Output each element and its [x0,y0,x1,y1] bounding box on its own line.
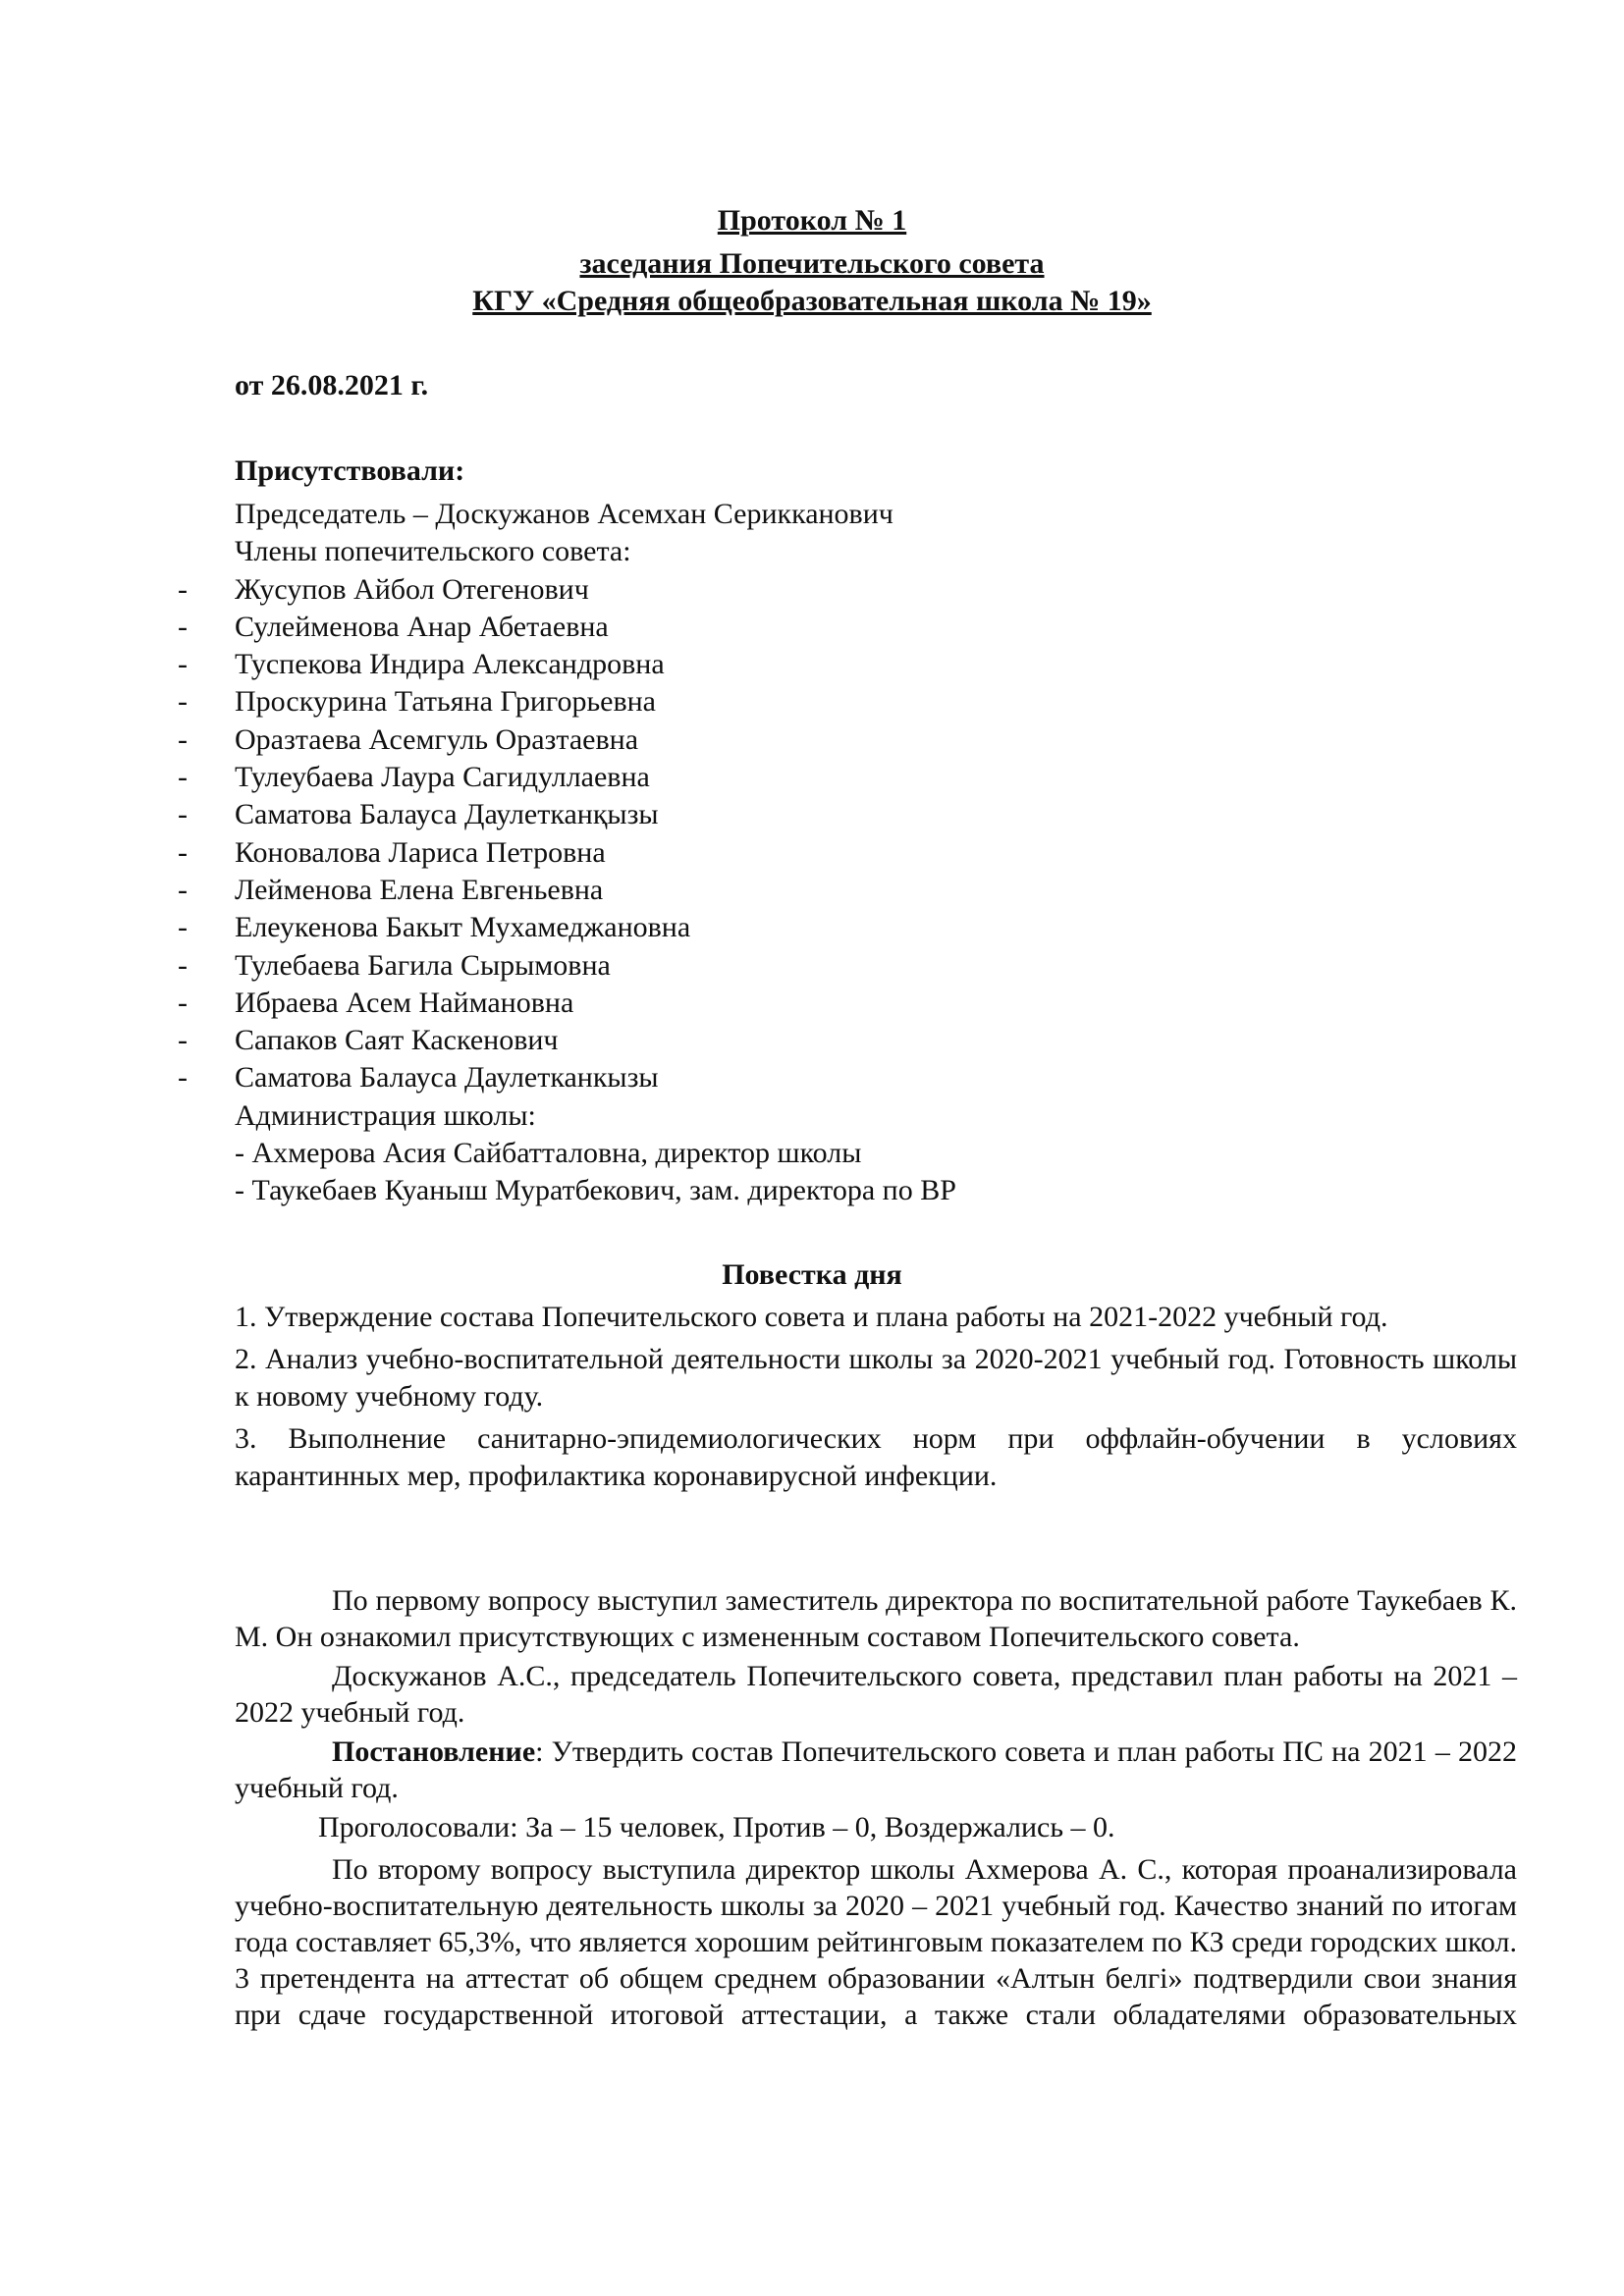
meeting-subtitle: заседания Попечительского совета [579,247,1045,280]
member-name: Елеукенова Бакыт Мухамеджановна [235,911,691,944]
list-dash: - [178,948,188,982]
member-item [178,985,1511,1022]
attendance-heading: Присутствовали: [235,454,465,487]
member-name: Ибраева Асем Наймановна [235,986,574,1019]
member-item [178,759,1511,796]
list-dash: - [178,1061,188,1095]
protocol-date: от 26.08.2021 г. [235,369,429,401]
admin-heading: Администрация школы: [235,1098,536,1132]
list-dash: - [178,610,188,643]
member-item [178,947,1511,985]
member-name: Сапаков Саят Каскенович [235,1024,559,1057]
member-name: Жусупов Айбол Отегенович [235,572,589,606]
member-name: Проскурина Татьяна Григорьевна [235,685,656,719]
members-heading: Члены попечительского совета: [235,535,631,568]
member-item [178,646,1511,683]
school-name: КГУ «Средняя общеобразовательная школа № 19» [472,285,1152,317]
list-dash: - [178,798,188,831]
admin-item-director: - Ахмерова Асия Сайбатталовна, директор школы [235,1137,862,1170]
member-name: Тулеубаева Лаура Сагидуллаевна [235,761,650,794]
agenda-heading: Повестка дня [722,1258,902,1291]
member-name: Коновалова Лариса Петровна [235,835,606,869]
member-name: Тулебаева Багила Сырымовна [235,948,611,982]
paragraph-resolution [235,1734,1517,1806]
chairman-line: Председатель – Доскужанов Асемхан Серикканович [235,498,893,530]
list-dash: - [178,986,188,1019]
agenda-item: 3. Выполнение санитарно-эпидемиологических норм при оффлайн-обучении в условиях карантинных мер, профилактика коронавирусной инфекции. [235,1422,1517,1492]
members-list [178,571,1511,1097]
paragraph-first-question: По первому вопросу выступил заместитель директора по воспитательной работе Таукебаев К. М. Он ознакомил присутствующих с измененным составом Попечительского совета. [235,1584,1517,1653]
list-dash: - [178,648,188,681]
member-item [178,909,1511,946]
member-name: Оразтаева Асемгуль Оразтаевна [235,722,639,756]
paragraph-plan: Доскужанов А.С., председатель Попечительского совета, представил план работы на 2021 – 2022 учебный год. [235,1660,1517,1729]
member-item [178,1059,1511,1096]
member-item [178,1022,1511,1059]
agenda-item: 2. Анализ учебно-воспитательной деятельности школы за 2020-2021 учебный год. Готовность школы к новому учебному году. [235,1343,1517,1413]
member-item [178,796,1511,833]
member-name: Саматова Балауса Даулетканкызы [235,1061,659,1095]
member-item [178,721,1511,759]
member-name: Сулейменова Анар Абетаевна [235,610,609,643]
list-dash: - [178,835,188,869]
member-name: Саматова Балауса Даулетканқызы [235,798,659,831]
member-name: Лейменова Елена Евгеньевна [235,873,604,906]
list-dash: - [178,722,188,756]
resolution-text: : Утвердить состав Попечительского совета и план работы ПС на 2021 – 2022 учебный год. [235,1735,1517,1804]
member-name: Туспекова Индира Александровна [235,648,665,681]
agenda-list [235,1299,1517,1500]
list-dash: - [178,761,188,794]
paragraph-second-question: По второму вопросу выступила директор школы Ахмерова А. С., которая проанализировала учебно-воспитательную деятельность школы за 2020 – 2021 учебный год. Качество знаний по итогам года составляет 65,3%, что является хорошим рейтинговым показателем по КЗ среди городских школ. 3 претендента на аттестат об общем среднем образовании «Алтын белгі» подтвердили свои знания при сдаче государственной итоговой аттестации, а также стали обладателями образовательных [235,1853,1517,2031]
agenda-item: 1. Утверждение состава Попечительского совета и плана работы на 2021-2022 учебный год. [235,1301,1388,1333]
attendance-list [178,496,1511,1210]
list-dash: - [178,911,188,944]
admin-item-deputy: - Таукебаев Куаныш Муратбекович, зам. директора по ВР [235,1174,956,1207]
protocol-title: Протокол № 1 [717,204,907,237]
member-item [178,609,1511,646]
resolution-label: Постановление [332,1735,536,1768]
member-item [178,872,1511,909]
minutes-body [235,1582,1517,2036]
list-dash: - [178,685,188,719]
list-dash: - [178,1024,188,1057]
member-item [178,571,1511,609]
vote-result: Проголосовали: За – 15 человек, Против – 0, Воздержались – 0. [318,1811,1115,1843]
list-dash: - [178,572,188,606]
member-item [178,834,1511,872]
member-item [178,683,1511,721]
list-dash: - [178,873,188,906]
